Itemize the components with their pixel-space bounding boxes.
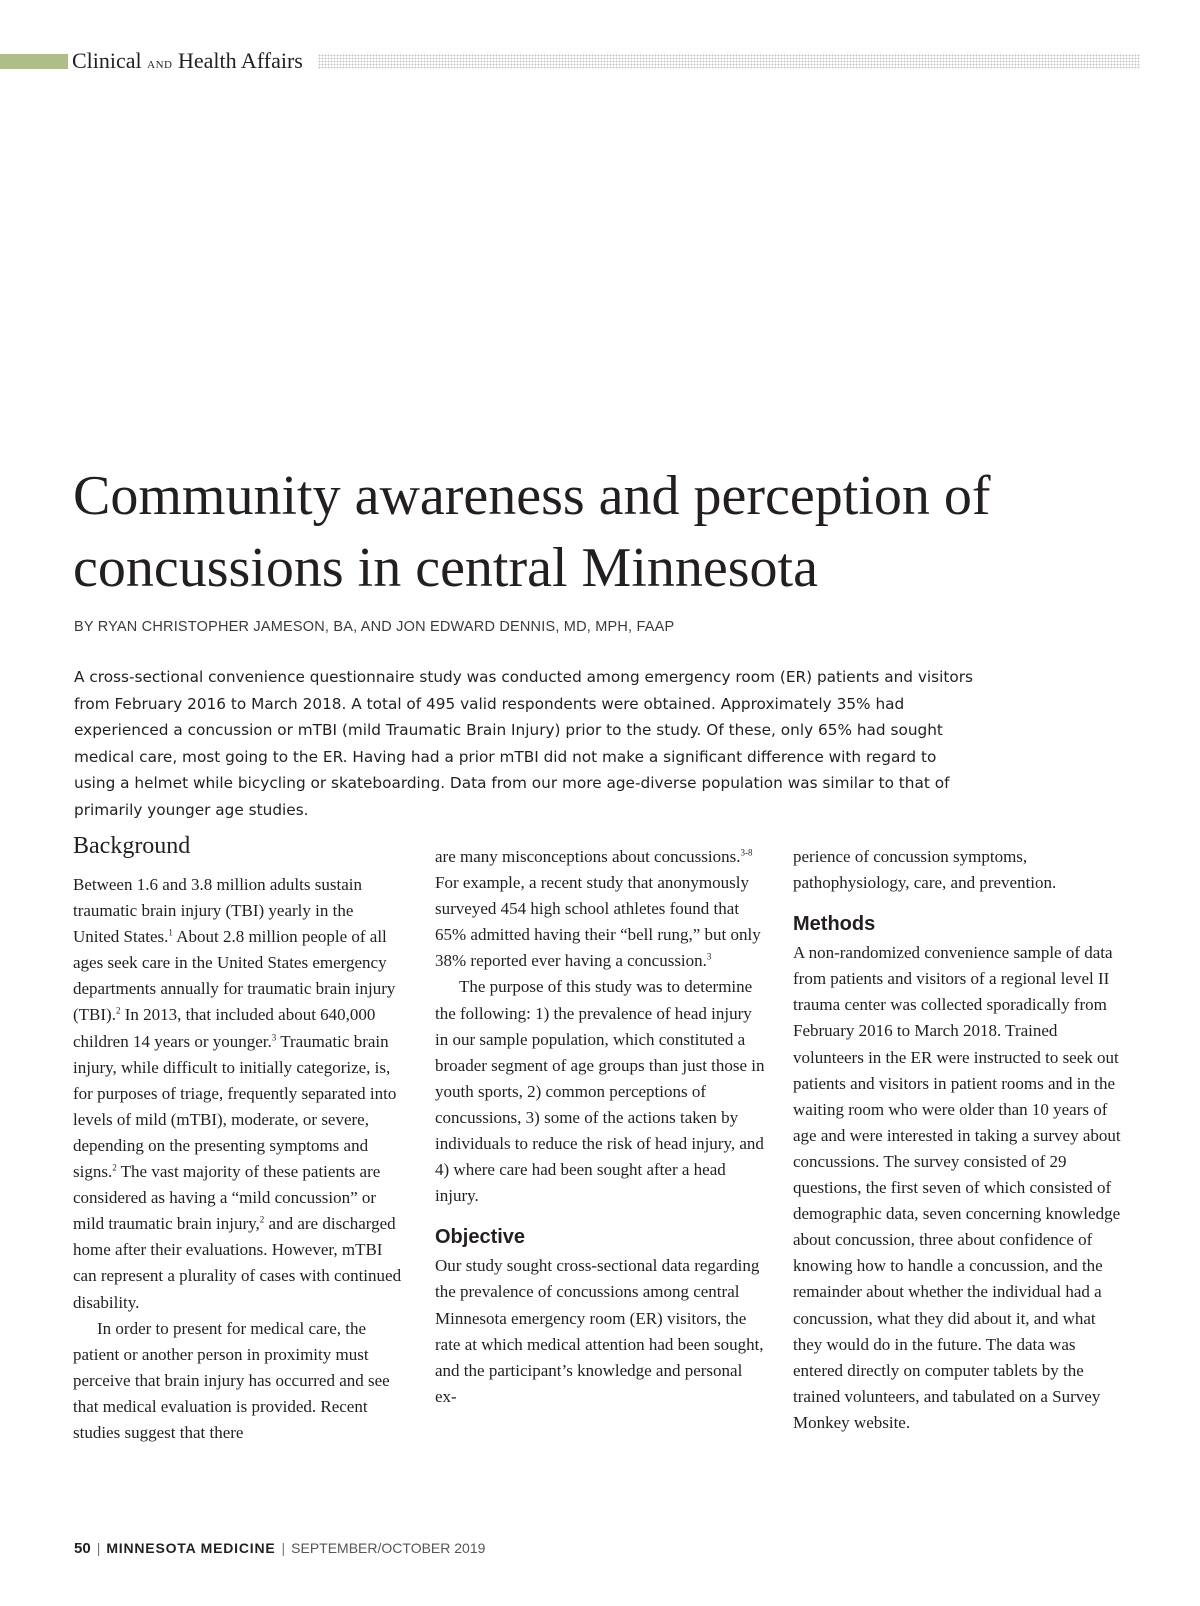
- background-paragraph-1: Between 1.6 and 3.8 million adults sustain traumatic brain injury (TBI) yearly in the United States.$^1$ About 2.8 million people of all ages seek care in the United States emergency departments annually for traumatic brain injury (TBI).$^2$ In 2013, that included about 640,000 children 14 years or younger.$^3$ Traumatic brain injury, while difficult to initially categorize, is, for purposes of triage, frequently separated into levels of mild (mTBI), moderate, or severe, depending on the presenting symptoms and signs.$^2$ The vast majority of these patients are considered as having a “mild concussion” or mild traumatic brain injury,$^2$ and are discharged home after their evaluations. However, mTBI can represent a plurality of cases with continued disability.: [73, 875, 402, 1312]
- methods-text: A non-randomized convenience sample of data from patients and visitors of a regional level II trauma center was collected sporadically from February 2016 to March 2018. Trained volunteers in the ER were instructed to seek out patients and visitors in patient rooms and in the waiting room who were older than 10 years of age and were interested in taking a survey about concussions. The survey consisted of 29 questions, the first seven of which consisted of demographic data, seven concerning knowledge about concussion, three about confidence of knowing how to handle a concussion, and the remainder about whether the individual had a concussion, what they did about it, and what they would do in the future. The data was entered directly on computer tablets by the trained volunteers, and tabulated on a Survey Monkey website.: [793, 943, 1121, 1432]
- section-header: [0, 50, 1140, 72]
- background-paragraph-3: The purpose of this study was to determine the following: 1) the prevalence of head injury in our sample population, which constituted a broader segment of age groups than just those in youth sports, 2) common perceptions of concussions, 3) some of the actions taken by individuals to reduce the risk of head injury, and 4) where care had been sought after a head injury.: [435, 977, 765, 1206]
- magazine-name: MINNESOTA MEDICINE: [106, 1540, 276, 1556]
- background-heading: Background: [73, 833, 191, 859]
- article-title: Community awareness and perception of concussions in central Minnesota: [73, 465, 991, 599]
- page-footer: 50 | MINNESOTA MEDICINE | SEPTEMBER/OCTOBER 2019: [74, 1540, 486, 1557]
- citation: 2: [112, 1162, 117, 1173]
- section-title-part-2: Health Affairs: [178, 48, 303, 73]
- objective-heading: Objective: [435, 1226, 526, 1249]
- citation: 2: [259, 1214, 265, 1225]
- citation: 3-8: [740, 847, 753, 858]
- objective-text-start: Our study sought cross-sectional data regarding the prevalence of concussions among central Minnesota emergency room (ER) visitors, the rate at which medical attention had been sought, and the participant’s knowledge and personal ex-: [435, 1256, 764, 1406]
- column-2: [435, 844, 765, 1410]
- page-number: 50: [74, 1540, 91, 1557]
- issue-date: SEPTEMBER/OCTOBER 2019: [291, 1540, 486, 1556]
- citation: 3: [706, 951, 712, 962]
- citation: 3: [271, 1031, 277, 1042]
- citation: 1: [168, 927, 173, 938]
- objective-text-end: perience of concussion symptoms, pathophysiology, care, and prevention.: [793, 847, 1057, 893]
- section-title-part-1: Clinical: [72, 48, 142, 73]
- citation: 2: [115, 1005, 121, 1016]
- methods-heading: Methods: [793, 913, 876, 936]
- article-byline: BY RYAN CHRISTOPHER JAMESON, BA, AND JON EDWARD DENNIS, MD, MPH, FAAP: [74, 619, 675, 635]
- column-1: [73, 832, 403, 1446]
- background-paragraph-2-start: In order to present for medical care, the patient or another person in proximity must perceive that brain injury has occurred and see that medical evaluation is provided. Recent studies suggest that there: [73, 1318, 390, 1442]
- header-dotted-rule: [318, 54, 1140, 69]
- article-abstract: A cross-sectional convenience questionnaire study was conducted among emergency room (ER) patients and visitors from February 2016 to March 2018. A total of 495 valid respondents were obtained. Approximately 35% had experienced a concussion or mTBI (mild Traumatic Brain Injury) prior to the study. Of these, only 65% had sought medical care, most going to the ER. Having had a prior mTBI did not make a significant difference with regard to using a helmet while bicycling or skateboarding. Data from our more age-diverse population was similar to that of primarily younger age studies.: [74, 668, 974, 819]
- column-3: [793, 844, 1123, 1436]
- section-title-and: AND: [147, 59, 173, 71]
- section-title: [72, 50, 309, 76]
- header-accent-bar: [0, 54, 68, 69]
- background-paragraph-2-end: are many misconceptions about concussions.$^{3-8}$ For example, a recent study that anonymously surveyed 454 high school athletes found that 65% admitted having their “bell rung,” but only 38% reported ever having a concussion.$^3$: [435, 847, 761, 971]
